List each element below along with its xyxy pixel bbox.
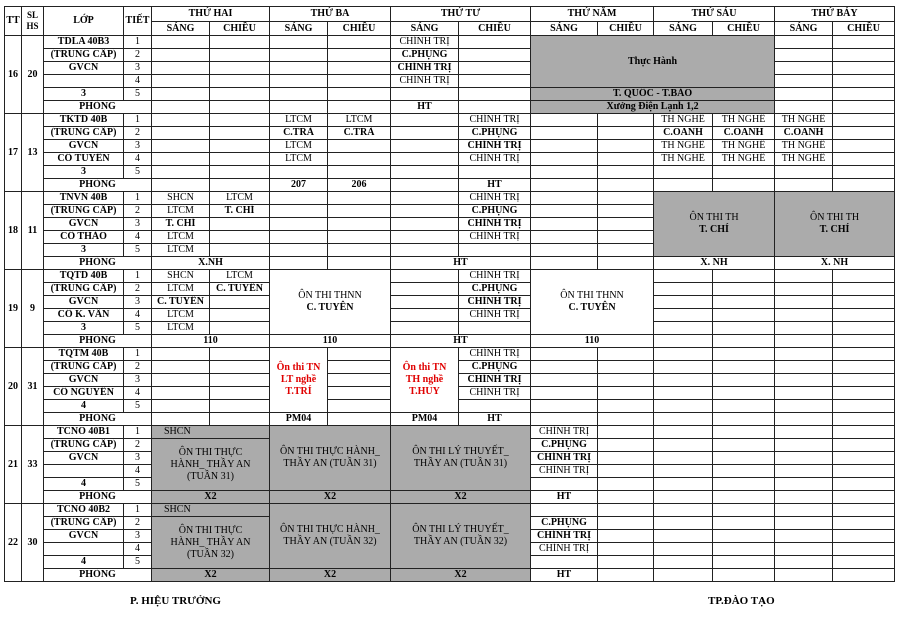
cell: C.PHỤNG xyxy=(459,361,531,374)
header-chieu: CHIỀU xyxy=(833,22,895,36)
merged-line: ÔN THI LÝ THUYẾT_ xyxy=(412,524,509,535)
room-cell: X.NH xyxy=(152,257,270,270)
merged-teacher: T.HUY xyxy=(409,386,440,397)
room-cell: HT xyxy=(391,257,531,270)
class-block xyxy=(5,348,895,426)
cell: CHÍNH TRỊ xyxy=(459,231,531,244)
period: 1 xyxy=(124,192,152,205)
row-sl: 13 xyxy=(22,114,44,192)
header-chieu: CHIỀU xyxy=(598,22,654,36)
merged-line: ÔN THI THỰC HÀNH_ xyxy=(280,446,380,457)
cell: LTCM xyxy=(152,309,210,322)
cell: LTCM xyxy=(152,322,210,335)
header-sang: SÁNG xyxy=(531,22,598,36)
cell: C.TRÀ xyxy=(270,127,328,140)
row-tt: 22 xyxy=(5,504,22,582)
period: 3 xyxy=(124,296,152,309)
class-level: (TRUNG CẤP) xyxy=(44,283,124,296)
header-chieu: CHIỀU xyxy=(459,22,531,36)
period: 2 xyxy=(124,517,152,530)
class-teacher xyxy=(44,465,124,478)
cell: CHÍNH TRỊ xyxy=(459,374,531,387)
cell: C.PHỤNG xyxy=(391,49,459,62)
merged-line: (TUẦN 32) xyxy=(187,548,234,560)
room-cell: HT xyxy=(391,335,531,348)
merged-line: HÀNH_ THẦY AN xyxy=(170,458,251,470)
merged-session xyxy=(270,270,391,335)
room-cell: X2 xyxy=(152,491,270,504)
merged-session: Thực Hành xyxy=(531,36,775,88)
header-chieu: CHIỀU xyxy=(328,22,391,36)
cell: T. CHÍ xyxy=(210,205,270,218)
room-cell: X2 xyxy=(391,569,531,582)
cell: TH NGHỀ xyxy=(775,114,833,127)
cell: CHÍNH TRỊ xyxy=(531,543,598,556)
class-gvcn: GVCN xyxy=(44,530,124,543)
header-sang: SÁNG xyxy=(152,22,210,36)
cell: TH NGHỀ xyxy=(775,153,833,166)
cell: C.PHỤNG xyxy=(531,517,598,530)
cell: LTCM xyxy=(210,270,270,283)
period: 5 xyxy=(124,400,152,413)
room-cell: HT xyxy=(531,491,598,504)
cell: LTCM xyxy=(152,231,210,244)
cell: T. CHÍ xyxy=(152,218,210,231)
room-cell: X. NH xyxy=(654,257,775,270)
cell: CHÍNH TRỊ xyxy=(459,387,531,400)
cell: TH NGHỀ xyxy=(654,114,713,127)
cell: LTCM xyxy=(152,283,210,296)
cell: SHCN xyxy=(152,192,210,205)
cell: TH NGHỀ xyxy=(713,114,775,127)
cell: CHÍNH TRỊ xyxy=(459,153,531,166)
class-count: 4 xyxy=(44,478,124,491)
merged-line: ÔN THI LÝ THUYẾT_ xyxy=(412,446,509,457)
class-level: (TRUNG CẤP) xyxy=(44,205,124,218)
class-teacher: CÔ THẢO xyxy=(44,231,124,244)
merged-line: ÔN THI THỰC xyxy=(178,524,243,536)
cell: TH NGHỀ xyxy=(713,140,775,153)
class-block xyxy=(5,114,895,192)
cell: CHÍNH TRỊ xyxy=(459,114,531,127)
class-block xyxy=(5,192,895,270)
cell: TH NGHỀ xyxy=(713,153,775,166)
merged-line: ÔN THI THỰC xyxy=(178,446,243,458)
header-sang: SÁNG xyxy=(654,22,713,36)
teacher-cell: T. QUỐC - T.BẢO xyxy=(531,88,775,101)
merged-session xyxy=(391,426,531,491)
period: 3 xyxy=(124,140,152,153)
room-cell: PM04 xyxy=(270,413,328,426)
period: 3 xyxy=(124,530,152,543)
period: 5 xyxy=(124,556,152,569)
phong-label: PHÒNG xyxy=(44,179,152,192)
phong-label: PHÒNG xyxy=(44,257,152,270)
header-day-tue: THỨ BA xyxy=(270,7,391,22)
class-teacher: CÔ TUYÊN xyxy=(44,153,124,166)
cell: TH NGHỀ xyxy=(654,153,713,166)
cell: CHÍNH TRỊ xyxy=(391,62,459,75)
merged-line: THẦY AN (TUẦN 31) xyxy=(283,458,377,469)
cell: C.PHỤNG xyxy=(459,127,531,140)
cell: CHÍNH TRỊ xyxy=(459,348,531,361)
cell: TH NGHỀ xyxy=(775,140,833,153)
cell: LTCM xyxy=(270,114,328,127)
period: 5 xyxy=(124,166,152,179)
room-cell: 110 xyxy=(270,335,391,348)
cell: CHÍNH TRỊ xyxy=(459,218,531,231)
class-gvcn: GVCN xyxy=(44,296,124,309)
merged-session xyxy=(654,192,775,257)
period: 1 xyxy=(124,270,152,283)
cell: CHÍNH TRỊ xyxy=(391,36,459,49)
merged-line: Ôn thi TN xyxy=(276,362,321,373)
class-code: TNVN 40B xyxy=(44,192,124,205)
class-gvcn: GVCN xyxy=(44,62,124,75)
row-sl: 9 xyxy=(22,270,44,348)
period: 1 xyxy=(124,348,152,361)
cell: LTCM xyxy=(270,153,328,166)
header-tiet: TIẾT xyxy=(124,7,152,36)
header-chieu: CHIỀU xyxy=(713,22,775,36)
merged-line: Ôn thi TN xyxy=(402,362,447,373)
class-block xyxy=(5,426,895,504)
period: 4 xyxy=(124,231,152,244)
merged-line: HÀNH_ THẦY AN xyxy=(170,536,251,548)
header-chieu: CHIỀU xyxy=(210,22,270,36)
merged-line: THẦY AN (TUẦN 31) xyxy=(413,458,508,469)
room-cell: HT xyxy=(459,179,531,192)
room-cell: 207 xyxy=(270,179,328,192)
cell: C. TUYÊN xyxy=(210,283,270,296)
cell: CHÍNH TRỊ xyxy=(459,270,531,283)
room-cell: X2 xyxy=(152,569,270,582)
class-code: TDLA 40B3 xyxy=(44,36,124,49)
class-teacher: CÔ K. VÂN xyxy=(44,309,124,322)
class-count: 3 xyxy=(44,166,124,179)
row-sl: 31 xyxy=(22,348,44,426)
cell: C.OANH xyxy=(713,127,775,140)
cell: LTCM xyxy=(152,244,210,257)
cell: CHÍNH TRỊ xyxy=(459,140,531,153)
cell: CHÍNH TRỊ xyxy=(531,426,598,439)
period: 3 xyxy=(124,62,152,75)
merged-session xyxy=(775,192,895,257)
merged-line: (TUẦN 31) xyxy=(187,470,234,482)
row-tt: 16 xyxy=(5,36,22,114)
class-count: 3 xyxy=(44,244,124,257)
period: 5 xyxy=(124,322,152,335)
class-level: (TRUNG CẤP) xyxy=(44,517,124,530)
class-level: (TRUNG CẤP) xyxy=(44,439,124,452)
cell: CHÍNH TRỊ xyxy=(459,192,531,205)
period: 4 xyxy=(124,543,152,556)
row-sl: 30 xyxy=(22,504,44,582)
class-code: TCNO 40B1 xyxy=(44,426,124,439)
cell: CHÍNH TRỊ xyxy=(459,296,531,309)
phong-label: PHÒNG xyxy=(44,335,152,348)
cell: C.OANH xyxy=(775,127,833,140)
cell: C.PHỤNG xyxy=(459,283,531,296)
period: 3 xyxy=(124,218,152,231)
period: 5 xyxy=(124,88,152,101)
merged-session xyxy=(531,270,654,335)
row-tt: 21 xyxy=(5,426,22,504)
merged-session xyxy=(152,517,270,569)
merged-line: ÔN THI TH xyxy=(810,212,860,223)
room-cell: HT xyxy=(531,569,598,582)
merged-teacher: T.TRÍ xyxy=(285,386,312,397)
period: 5 xyxy=(124,244,152,257)
merged-line: THẦY AN (TUẦN 32) xyxy=(413,536,508,547)
cell: C. TUYÊN xyxy=(152,296,210,309)
room-cell: PM04 xyxy=(391,413,459,426)
merged-session xyxy=(270,426,391,491)
room-cell: HT xyxy=(459,413,531,426)
merged-line: ÔN THI THNN xyxy=(298,290,362,301)
period: 4 xyxy=(124,465,152,478)
merged-line: LT nghề xyxy=(280,374,317,385)
merged-line: ÔN THI TH xyxy=(689,212,739,223)
phong-label: PHÒNG xyxy=(44,569,152,582)
signature-training-head: TP.ĐÀO TẠO xyxy=(708,595,775,607)
class-level: (TRUNG CẤP) xyxy=(44,127,124,140)
row-sl: 20 xyxy=(22,36,44,114)
cell: C.TRÀ xyxy=(328,127,391,140)
cell: CHÍNH TRỊ xyxy=(531,530,598,543)
phong-label: PHÒNG xyxy=(44,101,152,114)
row-tt: 18 xyxy=(5,192,22,270)
class-gvcn: GVCN xyxy=(44,140,124,153)
class-code: TKTD 40B xyxy=(44,114,124,127)
signature-principal: P. HIỆU TRƯỞNG xyxy=(130,595,221,607)
room-cell: 206 xyxy=(328,179,391,192)
class-count: 4 xyxy=(44,400,124,413)
class-gvcn: GVCN xyxy=(44,452,124,465)
class-gvcn: GVCN xyxy=(44,218,124,231)
merged-teacher: T. CHÍ xyxy=(819,224,850,235)
merged-line: THẦY AN (TUẦN 32) xyxy=(283,536,377,547)
header-sang: SÁNG xyxy=(775,22,833,36)
period: 2 xyxy=(124,361,152,374)
header-day-wed: THỨ TƯ xyxy=(391,7,531,22)
room-cell: 110 xyxy=(152,335,270,348)
header-day-mon: THỨ HAI xyxy=(152,7,270,22)
row-sl: 11 xyxy=(22,192,44,270)
merged-session xyxy=(152,439,270,491)
merged-teacher: C. TUYÊN xyxy=(306,302,354,313)
period: 4 xyxy=(124,75,152,88)
period: 1 xyxy=(124,114,152,127)
cell: LTCM xyxy=(152,205,210,218)
period: 4 xyxy=(124,309,152,322)
merged-session xyxy=(270,348,328,413)
class-teacher xyxy=(44,75,124,88)
period: 2 xyxy=(124,439,152,452)
class-gvcn: GVCN xyxy=(44,374,124,387)
period: 3 xyxy=(124,374,152,387)
class-level: (TRUNG CẤP) xyxy=(44,361,124,374)
period: 1 xyxy=(124,36,152,49)
period: 4 xyxy=(124,387,152,400)
class-block xyxy=(5,36,895,114)
period: 2 xyxy=(124,205,152,218)
cell: SHCN xyxy=(152,270,210,283)
class-teacher: CÔ NGUYÊN xyxy=(44,387,124,400)
schedule-table xyxy=(4,6,895,582)
row-tt: 20 xyxy=(5,348,22,426)
class-count: 4 xyxy=(44,556,124,569)
cell: CHÍNH TRỊ xyxy=(531,452,598,465)
cell: SHCN xyxy=(152,504,270,517)
class-code: TCNO 40B2 xyxy=(44,504,124,517)
period: 1 xyxy=(124,504,152,517)
cell: LTCM xyxy=(210,192,270,205)
header-day-sat: THỨ BẢY xyxy=(775,7,895,22)
class-block xyxy=(5,504,895,582)
cell: CHÍNH TRỊ xyxy=(459,309,531,322)
row-sl: 33 xyxy=(22,426,44,504)
room-cell: HT xyxy=(391,101,459,114)
room-cell: 110 xyxy=(531,335,654,348)
period: 2 xyxy=(124,283,152,296)
cell: C.OANH xyxy=(654,127,713,140)
merged-session xyxy=(391,348,459,413)
room-cell: X. NH xyxy=(775,257,895,270)
merged-teacher: T. CHÍ xyxy=(699,224,729,235)
merged-line: ÔN THI THỰC HÀNH_ xyxy=(280,524,380,535)
phong-label: PHÒNG xyxy=(44,491,152,504)
header-sang: SÁNG xyxy=(270,22,328,36)
period: 3 xyxy=(124,452,152,465)
merged-line: ÔN THI THNN xyxy=(560,290,624,301)
header-day-thu: THỨ NĂM xyxy=(531,7,654,22)
header-lop: LỚP xyxy=(44,7,124,36)
merged-line: TH nghề xyxy=(405,374,444,385)
cell: CHÍNH TRỊ xyxy=(391,75,459,88)
class-count: 3 xyxy=(44,322,124,335)
merged-teacher: C. TUYÊN xyxy=(568,302,616,313)
merged-session xyxy=(270,504,391,569)
room-cell: Xưởng Điện Lạnh 1,2 xyxy=(531,101,775,114)
period: 5 xyxy=(124,478,152,491)
class-count: 3 xyxy=(44,88,124,101)
header-sang: SÁNG xyxy=(391,22,459,36)
header-day-fri: THỨ SÁU xyxy=(654,7,775,22)
cell: C.PHỤNG xyxy=(459,205,531,218)
class-code: TQTD 40B xyxy=(44,270,124,283)
class-level: (TRUNG CẤP) xyxy=(44,49,124,62)
cell: TH NGHỀ xyxy=(654,140,713,153)
cell: LTCM xyxy=(270,140,328,153)
class-code: TQTM 40B xyxy=(44,348,124,361)
period: 2 xyxy=(124,49,152,62)
row-tt: 19 xyxy=(5,270,22,348)
class-block xyxy=(5,270,895,348)
room-cell: X2 xyxy=(270,491,391,504)
table-header xyxy=(5,7,895,36)
class-teacher xyxy=(44,543,124,556)
merged-session xyxy=(391,504,531,569)
room-cell: X2 xyxy=(391,491,531,504)
cell: SHCN xyxy=(152,426,270,439)
cell: CHÍNH TRỊ xyxy=(531,465,598,478)
period: 4 xyxy=(124,153,152,166)
period: 2 xyxy=(124,127,152,140)
header-sl-hs: SL HS xyxy=(22,7,44,36)
cell: C.PHỤNG xyxy=(531,439,598,452)
phong-label: PHÒNG xyxy=(44,413,152,426)
period: 1 xyxy=(124,426,152,439)
header-tt: TT xyxy=(5,7,22,36)
cell: LTCM xyxy=(328,114,391,127)
room-cell: X2 xyxy=(270,569,391,582)
row-tt: 17 xyxy=(5,114,22,192)
